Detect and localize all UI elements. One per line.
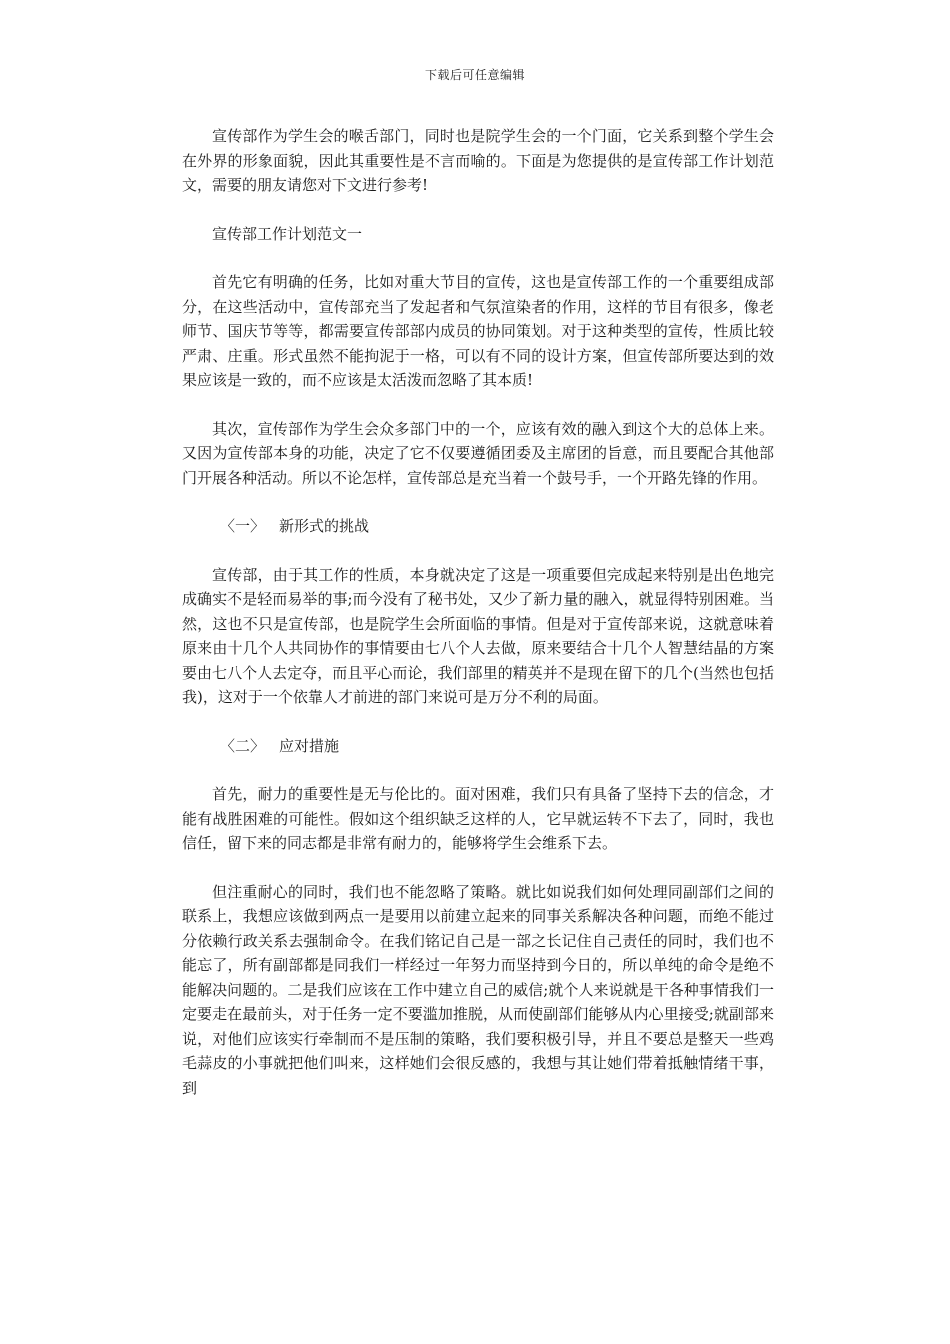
- section-title: 宣传部工作计划范文一: [212, 224, 363, 243]
- subheading-2-number: 〈二〉: [220, 736, 266, 755]
- intro-paragraph: 宣传部作为学生会的喉舌部门，同时也是院学生会的一个门面，它关系到整个学生会在外界的形象面貌，因此其重要性是不言而喻的。下面是为您提供的是宣传部工作计划范文，需要的朋友请您对下文进行参考!: [182, 127, 774, 194]
- subheading-2: [182, 734, 774, 759]
- paragraph-4: 首先，耐力的重要性是无与伦比的。面对困难，我们只有具备了坚持下去的信念，才能有战胜困难的可能性。假如这个组织缺乏这样的人，它早就运转不下去了，同时，我也信任，留下来的同志都是非常有耐力的，能够将学生会维系下去。: [182, 785, 774, 852]
- subheading-1: [182, 514, 774, 539]
- subheading-1-number: 〈一〉: [220, 517, 266, 535]
- subheading-2-text: 应对措施: [279, 736, 340, 755]
- paragraph-1: 首先它有明确的任务，比如对重大节目的宣传，这也是宣传部工作的一个重要组成部分，在这些活动中，宣传部充当了发起者和气氛渲染者的作用，这样的节目有很多，像老师节、国庆节等等，都需要宣传部部内成员的协同策划。对于这种类型的宣传，性质比较严肃、庄重。形式虽然不能拘泥于一格，可以有不同的设计方案，但宣传部所要达到的效果应该是一致的，而不应该是太活泼而忽略了其本质!: [182, 273, 774, 389]
- page-header: 下载后可任意编辑: [424, 68, 525, 82]
- paragraph-5: 但注重耐心的同时，我们也不能忽略了策略。就比如说我们如何处理同副部们之间的联系上，我想应该做到两点一是要用以前建立起来的同事关系解决各种问题，而绝不能过分依赖行政关系去强制命令。在我们铭记自己是一部之长记住自己责任的同时，我们也不能忘了，所有副部都是同我们一样经过一年努力而坚持到今日的，所以单纯的命令是绝不能解决问题的。二是我们应该在工作中建立自己的威信;就个人来说就是干各种事情我们一定要走在最前头，对于任务一定不要滥加推脱，从而使副部们能够从内心里接受;就副部来说，对他们应该实行牵制而不是压制的策略，我们要积极引导，并且不要总是整天一些鸡毛蒜皮的小事就把他们叫来，这样她们会很反感的，我想与其让她们带着抵触情绪干事，到: [182, 882, 774, 1097]
- paragraph-2: 其次，宣传部作为学生会众多部门中的一个，应该有效的融入到这个大的总体上来。又因为宣传部本身的功能，决定了它不仅要遵循团委及主席团的旨意，而且要配合其他部门开展各种活动。所以不论怎样，宣传部总是充当着一个鼓号手，一个开路先锋的作用。: [182, 419, 774, 487]
- paragraph-3: 宣传部，由于其工作的性质，本身就决定了这是一项重要但完成起来特别是出色地完成确实不是轻而易举的事;而今没有了秘书处，又少了新力量的融入，就显得特别困难。当然，这也不只是宣传部，也是院学生会所面临的事情。但是对于宣传部来说，这就意味着原来由十几个人共同协作的事情要由七八个人去做，原来要结合十几个人智慧结晶的方案要由七八个人去定夺，而且平心而论，我们部里的精英并不是现在留下的几个(当然也包括我)，这对于一个依靠人才前进的部门来说可是万分不利的局面。: [182, 565, 774, 706]
- document-body: [182, 124, 774, 1124]
- subheading-1-text: 新形式的挑战: [279, 517, 370, 535]
